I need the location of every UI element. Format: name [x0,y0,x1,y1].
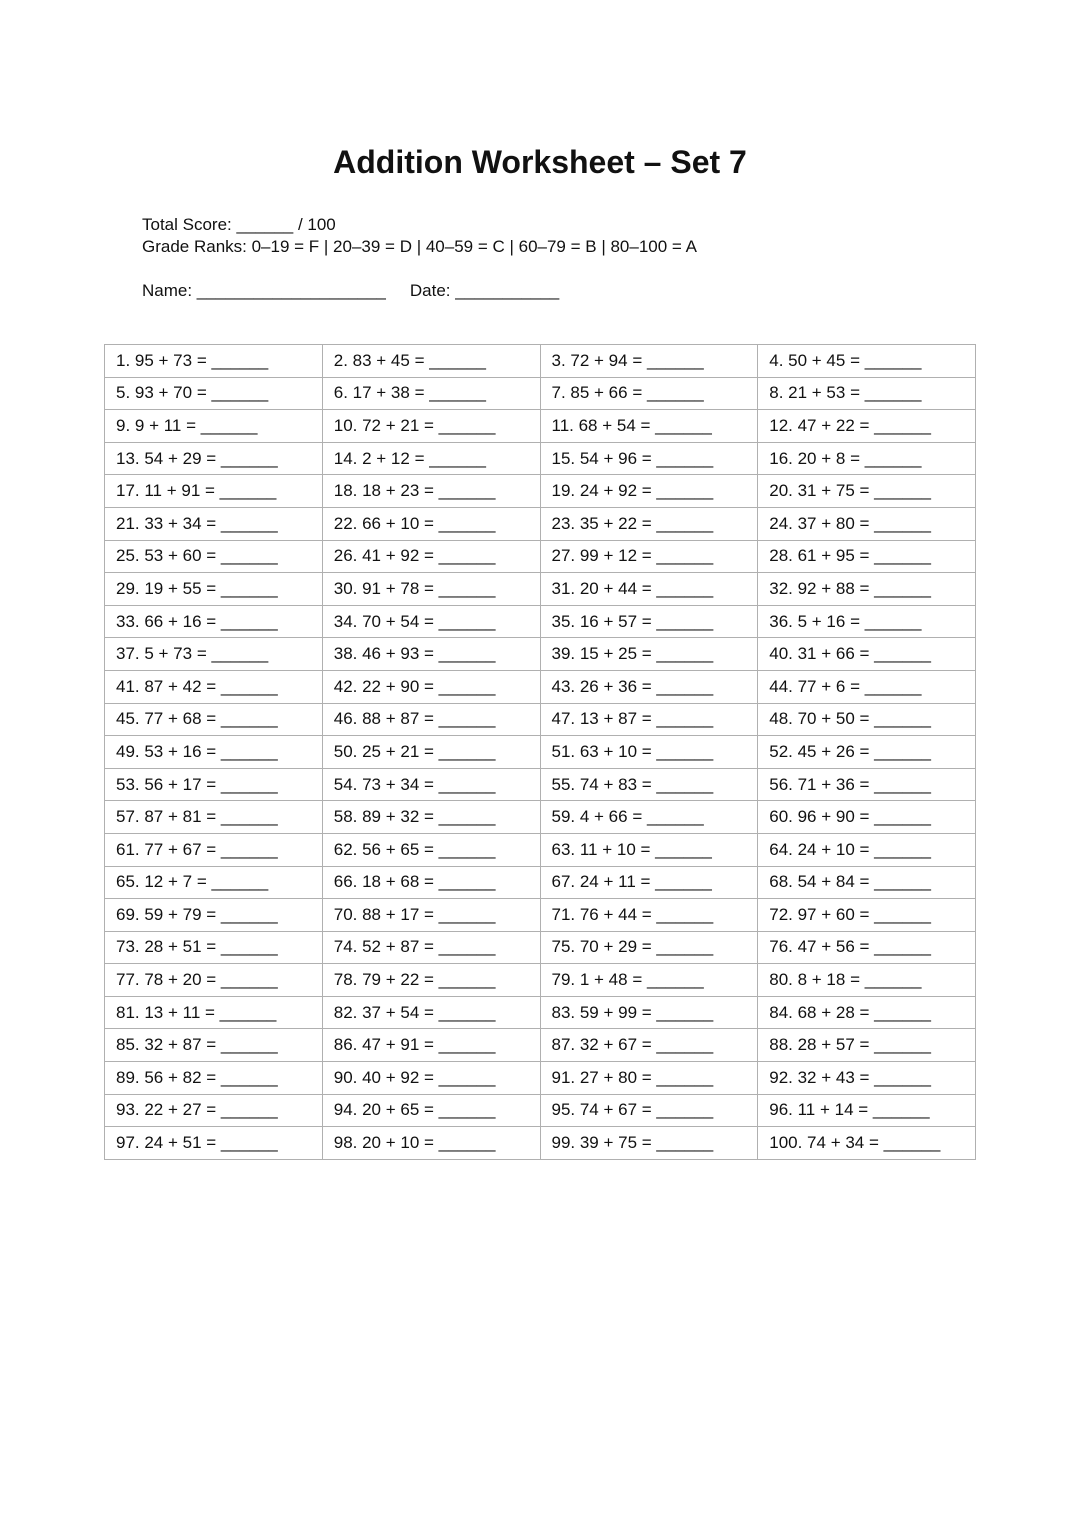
table-row [105,964,976,997]
problem-cell: 99. 39 + 75 = ______ [540,1127,758,1160]
table-row [105,507,976,540]
problem-cell: 81. 13 + 11 = ______ [105,996,323,1029]
problem-cell: 73. 28 + 51 = ______ [105,931,323,964]
table-row [105,736,976,769]
problem-cell: 20. 31 + 75 = ______ [758,475,976,508]
problem-cell: 57. 87 + 81 = ______ [105,801,323,834]
table-row [105,833,976,866]
problem-cell: 31. 20 + 44 = ______ [540,573,758,606]
table-row [105,442,976,475]
problem-cell: 87. 32 + 67 = ______ [540,1029,758,1062]
problem-cell: 25. 53 + 60 = ______ [105,540,323,573]
problem-cell: 72. 97 + 60 = ______ [758,899,976,932]
problem-cell: 30. 91 + 78 = ______ [322,573,540,606]
problem-cell: 86. 47 + 91 = ______ [322,1029,540,1062]
problem-cell: 24. 37 + 80 = ______ [758,507,976,540]
problem-cell: 13. 54 + 29 = ______ [105,442,323,475]
name-field-label: Name: ____________________ [142,281,386,300]
table-row [105,1094,976,1127]
table-row [105,866,976,899]
problem-cell: 11. 68 + 54 = ______ [540,410,758,443]
problem-cell: 83. 59 + 99 = ______ [540,996,758,1029]
table-row [105,670,976,703]
problem-cell: 45. 77 + 68 = ______ [105,703,323,736]
problem-cell: 62. 56 + 65 = ______ [322,833,540,866]
problem-cell: 94. 20 + 65 = ______ [322,1094,540,1127]
problem-cell: 91. 27 + 80 = ______ [540,1062,758,1095]
problem-cell: 82. 37 + 54 = ______ [322,996,540,1029]
problem-cell: 95. 74 + 67 = ______ [540,1094,758,1127]
problem-cell: 2. 83 + 45 = ______ [322,345,540,378]
problem-cell: 48. 70 + 50 = ______ [758,703,976,736]
problem-cell: 77. 78 + 20 = ______ [105,964,323,997]
problem-cell: 64. 24 + 10 = ______ [758,833,976,866]
problem-cell: 65. 12 + 7 = ______ [105,866,323,899]
problem-cell: 61. 77 + 67 = ______ [105,833,323,866]
problem-cell: 23. 35 + 22 = ______ [540,507,758,540]
problem-cell: 12. 47 + 22 = ______ [758,410,976,443]
problem-cell: 8. 21 + 53 = ______ [758,377,976,410]
name-date-line [142,280,559,302]
table-row [105,540,976,573]
problem-cell: 47. 13 + 87 = ______ [540,703,758,736]
table-row [105,638,976,671]
problem-cell: 14. 2 + 12 = ______ [322,442,540,475]
problem-cell: 41. 87 + 42 = ______ [105,670,323,703]
problem-cell: 43. 26 + 36 = ______ [540,670,758,703]
problem-cell: 98. 20 + 10 = ______ [322,1127,540,1160]
problem-cell: 56. 71 + 36 = ______ [758,768,976,801]
problem-cell: 74. 52 + 87 = ______ [322,931,540,964]
table-row [105,605,976,638]
problem-cell: 49. 53 + 16 = ______ [105,736,323,769]
problem-cell: 29. 19 + 55 = ______ [105,573,323,606]
problem-cell: 92. 32 + 43 = ______ [758,1062,976,1095]
problem-cell: 68. 54 + 84 = ______ [758,866,976,899]
problem-cell: 90. 40 + 92 = ______ [322,1062,540,1095]
table-row [105,801,976,834]
problem-cell: 71. 76 + 44 = ______ [540,899,758,932]
problem-cell: 67. 24 + 11 = ______ [540,866,758,899]
problem-cell: 53. 56 + 17 = ______ [105,768,323,801]
table-row [105,475,976,508]
problem-cell: 28. 61 + 95 = ______ [758,540,976,573]
problem-cell: 55. 74 + 83 = ______ [540,768,758,801]
problem-cell: 58. 89 + 32 = ______ [322,801,540,834]
problem-cell: 37. 5 + 73 = ______ [105,638,323,671]
problems-table [104,344,976,1160]
problem-cell: 38. 46 + 93 = ______ [322,638,540,671]
problem-cell: 44. 77 + 6 = ______ [758,670,976,703]
total-score-line: Total Score: ______ / 100 [142,215,336,234]
problem-cell: 46. 88 + 87 = ______ [322,703,540,736]
problem-cell: 60. 96 + 90 = ______ [758,801,976,834]
problem-cell: 33. 66 + 16 = ______ [105,605,323,638]
page-title: Addition Worksheet – Set 7 [333,144,747,180]
problem-cell: 5. 93 + 70 = ______ [105,377,323,410]
problem-cell: 40. 31 + 66 = ______ [758,638,976,671]
problem-cell: 34. 70 + 54 = ______ [322,605,540,638]
table-row [105,931,976,964]
problem-cell: 22. 66 + 10 = ______ [322,507,540,540]
table-row [105,703,976,736]
table-row [105,1029,976,1062]
problem-cell: 32. 92 + 88 = ______ [758,573,976,606]
problem-cell: 16. 20 + 8 = ______ [758,442,976,475]
problem-cell: 42. 22 + 90 = ______ [322,670,540,703]
problem-cell: 6. 17 + 38 = ______ [322,377,540,410]
problem-cell: 7. 85 + 66 = ______ [540,377,758,410]
table-row [105,1062,976,1095]
problem-cell: 27. 99 + 12 = ______ [540,540,758,573]
grade-ranks-line: Grade Ranks: 0–19 = F | 20–39 = D | 40–59 = C | 60–79 = B | 80–100 = A [142,237,697,256]
problem-cell: 54. 73 + 34 = ______ [322,768,540,801]
problem-cell: 79. 1 + 48 = ______ [540,964,758,997]
problem-cell: 85. 32 + 87 = ______ [105,1029,323,1062]
problem-cell: 26. 41 + 92 = ______ [322,540,540,573]
problem-cell: 88. 28 + 57 = ______ [758,1029,976,1062]
problem-cell: 89. 56 + 82 = ______ [105,1062,323,1095]
problem-cell: 84. 68 + 28 = ______ [758,996,976,1029]
problem-cell: 35. 16 + 57 = ______ [540,605,758,638]
problem-cell: 36. 5 + 16 = ______ [758,605,976,638]
table-row [105,573,976,606]
problem-cell: 4. 50 + 45 = ______ [758,345,976,378]
problem-cell: 9. 9 + 11 = ______ [105,410,323,443]
problem-cell: 96. 11 + 14 = ______ [758,1094,976,1127]
problem-cell: 75. 70 + 29 = ______ [540,931,758,964]
problem-cell: 76. 47 + 56 = ______ [758,931,976,964]
date-field-label: Date: ___________ [409,281,560,300]
table-row [105,1127,976,1160]
table-row [105,377,976,410]
problem-cell: 69. 59 + 79 = ______ [105,899,323,932]
problem-cell: 50. 25 + 21 = ______ [322,736,540,769]
problem-cell: 15. 54 + 96 = ______ [540,442,758,475]
problems-table-body [105,345,976,1160]
problem-cell: 10. 72 + 21 = ______ [322,410,540,443]
table-row [105,768,976,801]
problem-cell: 1. 95 + 73 = ______ [105,345,323,378]
problem-cell: 18. 18 + 23 = ______ [322,475,540,508]
table-row [105,996,976,1029]
problem-cell: 19. 24 + 92 = ______ [540,475,758,508]
problem-cell: 70. 88 + 17 = ______ [322,899,540,932]
table-row [105,410,976,443]
problem-cell: 66. 18 + 68 = ______ [322,866,540,899]
problem-cell: 21. 33 + 34 = ______ [105,507,323,540]
table-row [105,899,976,932]
table-row [105,345,976,378]
problem-cell: 59. 4 + 66 = ______ [540,801,758,834]
problem-cell: 51. 63 + 10 = ______ [540,736,758,769]
problem-cell: 3. 72 + 94 = ______ [540,345,758,378]
problem-cell: 63. 11 + 10 = ______ [540,833,758,866]
problem-cell: 100. 74 + 34 = ______ [758,1127,976,1160]
problem-cell: 17. 11 + 91 = ______ [105,475,323,508]
problem-cell: 39. 15 + 25 = ______ [540,638,758,671]
problem-cell: 93. 22 + 27 = ______ [105,1094,323,1127]
problem-cell: 97. 24 + 51 = ______ [105,1127,323,1160]
problem-cell: 78. 79 + 22 = ______ [322,964,540,997]
problem-cell: 80. 8 + 18 = ______ [758,964,976,997]
problem-cell: 52. 45 + 26 = ______ [758,736,976,769]
